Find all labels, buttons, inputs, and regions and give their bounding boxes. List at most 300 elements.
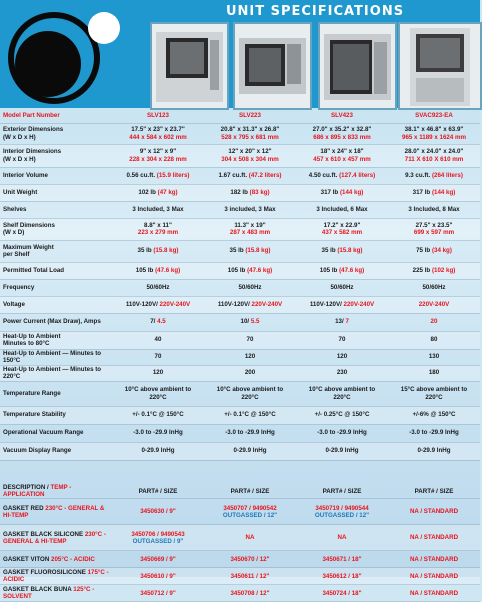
spec-value: [112, 240, 204, 262]
model-name: SLV423: [296, 109, 388, 123]
spec-value: [112, 262, 204, 279]
cell-text: 965 x 1189 x 1624 mm: [402, 133, 466, 141]
cell-text: 3450669 / 9": [140, 555, 176, 563]
spec-value: [112, 201, 204, 218]
cell-text: 9.3 cu.ft.: [405, 171, 431, 179]
gasket-label: [0, 499, 112, 525]
cell-text: 105 lb: [227, 266, 246, 274]
cell-text: 287 x 483 mm: [229, 229, 271, 236]
cell-text: 180: [428, 369, 440, 377]
cell-text: 35 lb: [229, 247, 244, 255]
cell-text: 120: [336, 353, 348, 361]
cell-text: Permitted Total Load: [3, 266, 65, 274]
cell-text: 35 lb: [321, 247, 336, 255]
spec-value: [296, 123, 388, 144]
gasket-row: [0, 499, 480, 525]
gasket-header-row: [0, 484, 480, 499]
cell-text: Unit Weight: [3, 188, 38, 196]
cell-text: 3450719 / 9490544: [315, 504, 369, 512]
cell-text: 110V-120V/: [309, 300, 342, 308]
cell-text: 17.5" x 23" x 23.7": [131, 126, 185, 134]
spec-row: [0, 296, 480, 313]
gasket-value: [112, 525, 204, 551]
product-image-slv223: [233, 22, 312, 110]
cell-text: 220V-240V: [251, 300, 283, 308]
spec-value: [388, 184, 480, 201]
cell-text: GASKET VITON: [3, 555, 52, 563]
gasket-header-label: [0, 484, 112, 499]
spec-row: [0, 279, 480, 296]
cell-text: 110V-120V/: [125, 300, 158, 308]
cell-text: Voltage: [3, 300, 25, 308]
spec-value: [388, 218, 480, 240]
spec-value: [296, 167, 388, 184]
cell-text: 12" x 20" x 12": [228, 148, 272, 156]
cell-text: 317 lb: [412, 188, 431, 196]
spec-value: [112, 296, 204, 313]
spec-row: [0, 167, 480, 184]
cell-text: (47 kg): [157, 188, 178, 196]
gasket-value: [296, 568, 388, 585]
spec-label: [0, 349, 112, 365]
cell-text: 50/60Hz: [238, 283, 262, 291]
spec-value: [112, 123, 204, 144]
cell-text: 200: [244, 369, 256, 377]
gasket-header-col: PART# / SIZE: [112, 484, 204, 499]
spec-value: [388, 240, 480, 262]
spec-row: [0, 240, 480, 262]
cell-text: (15.9 liters): [156, 171, 190, 179]
cell-text: 50/60Hz: [422, 283, 446, 291]
cell-text: (34 kg): [431, 247, 452, 255]
spec-value: [388, 381, 480, 406]
cell-text: (W x D x H): [3, 133, 36, 141]
cell-text: NA: [245, 534, 255, 542]
cell-text: 0-29.9 InHg: [417, 447, 451, 455]
gasket-header-col: PART# / SIZE: [296, 484, 388, 499]
cell-text: 3450671 / 18": [322, 555, 362, 563]
cell-text: 3 Included, 3 Max: [132, 205, 184, 213]
cell-text: Heat-Up to Ambient — Minutes to 220°C: [3, 365, 102, 380]
cell-text: 230: [336, 369, 348, 377]
cell-text: 0-29.9 InHg: [233, 447, 267, 455]
gasket-value: [388, 499, 480, 525]
cell-text: (47.6 kg): [247, 266, 273, 274]
spec-value: [112, 167, 204, 184]
cell-text: 699 x 597 mm: [413, 229, 455, 236]
cell-text: Temperature Stability: [3, 411, 66, 419]
spec-label: [0, 279, 112, 296]
spec-value: [204, 331, 296, 349]
cell-text: 444 x 584 x 602 mm: [129, 133, 187, 141]
cell-text: 0-29.9 InHg: [141, 447, 175, 455]
header-banner: [0, 0, 480, 108]
cell-text: (W x D): [3, 229, 25, 236]
gasket-value: [388, 551, 480, 568]
spec-value: [204, 349, 296, 365]
spec-value: [112, 313, 204, 331]
spec-value: [204, 262, 296, 279]
cell-text: 70: [246, 336, 254, 344]
cell-text: 120: [244, 353, 256, 361]
cell-text: 120: [152, 369, 164, 377]
spec-value: [388, 442, 480, 460]
cell-text: 175°C - ACIDIC: [3, 569, 109, 584]
cell-text: 102 lb: [138, 188, 156, 196]
spec-value: [112, 144, 204, 167]
model-label: Model Part Number: [0, 109, 112, 123]
spec-value: [388, 262, 480, 279]
cell-text: 7/: [150, 318, 156, 326]
spec-value: [296, 240, 388, 262]
cell-text: 182 lb: [230, 188, 248, 196]
cell-text: 3450707 / 9490542: [223, 504, 277, 512]
spec-label: [0, 296, 112, 313]
spec-row: [0, 424, 480, 442]
cell-text: (W x D x H): [3, 155, 36, 163]
spec-label: [0, 167, 112, 184]
spec-value: [112, 442, 204, 460]
gasket-value: [112, 499, 204, 525]
gasket-header-col: PART# / SIZE: [388, 484, 480, 499]
spec-value: [112, 424, 204, 442]
spec-row: [0, 201, 480, 218]
cell-text: NA / STANDARD: [409, 555, 459, 563]
cell-text: 8.8" x 11": [144, 221, 172, 229]
spec-label: [0, 184, 112, 201]
cell-text: 230°C - GENERAL & HI-TEMP: [3, 530, 106, 545]
cell-text: 38.1" x 46.8" x 63.9": [404, 126, 464, 134]
spec-value: [296, 406, 388, 424]
cell-text: +/- 0.25°C @ 150°C: [314, 411, 370, 419]
spec-value: [296, 279, 388, 296]
cell-text: 223 x 279 mm: [137, 229, 179, 236]
product-image-slv423: [318, 22, 397, 110]
spec-row: [0, 331, 480, 349]
spec-value: [204, 296, 296, 313]
spec-row: [0, 442, 480, 460]
cell-text: 220°C: [425, 393, 443, 401]
cell-text: 220V-240V: [343, 300, 375, 308]
gasket-value: [388, 568, 480, 585]
spec-row: [0, 313, 480, 331]
cell-text: NA / STANDARD: [409, 572, 459, 580]
cell-text: 20.8" x 31.3" x 26.8": [220, 126, 280, 134]
cell-text: 10°C above ambient to: [216, 386, 284, 394]
spec-value: [388, 349, 480, 365]
cell-text: 220°C: [333, 393, 351, 401]
cell-text: Frequency: [3, 283, 35, 291]
cell-text: 220V-240V: [418, 300, 450, 308]
cell-text: 28.0" x 24.0" x 24.0": [404, 148, 464, 156]
spec-value: [204, 365, 296, 381]
spec-row: [0, 381, 480, 406]
cell-text: 3450610 / 9": [140, 572, 176, 580]
cell-text: 711 X 610 X 610 mm: [404, 155, 464, 163]
spec-value: [296, 144, 388, 167]
spec-label: [0, 144, 112, 167]
gasket-header-col: PART# / SIZE: [204, 484, 296, 499]
cell-text: (144 kg): [339, 188, 364, 196]
cell-text: 3450706 / 9490543: [131, 530, 185, 538]
cell-text: 3450708 / 12": [230, 589, 270, 597]
cell-text: TEMP - APPLICATION: [3, 484, 72, 499]
spec-value: [388, 313, 480, 331]
cell-text: -3.0 to -29.9 InHg: [225, 429, 275, 437]
model-name: SVAC923-EA: [388, 109, 480, 123]
cell-text: NA / STANDARD: [409, 534, 459, 542]
spec-value: [112, 184, 204, 201]
cell-text: 75 lb: [416, 247, 431, 255]
spec-value: [112, 381, 204, 406]
spec-label: [0, 262, 112, 279]
cell-text: 18" x 24" x 18": [320, 148, 364, 156]
spec-value: [388, 144, 480, 167]
cell-text: 40: [154, 336, 162, 344]
spec-label: [0, 424, 112, 442]
cell-text: OUTGASSED / 12": [314, 511, 370, 519]
gasket-value: [112, 551, 204, 568]
spec-value: [296, 424, 388, 442]
model-name: SLV223: [204, 109, 296, 123]
spec-value: [204, 313, 296, 331]
gasket-value: [296, 499, 388, 525]
cell-text: GASKET FLUOROSILICONE: [3, 569, 88, 577]
cell-text: 3 included, 3 Max: [224, 205, 276, 213]
gasket-label: [0, 568, 112, 585]
spec-value: [388, 365, 480, 381]
spec-value: [296, 313, 388, 331]
cell-text: 220°C: [241, 393, 259, 401]
gasket-value: [296, 551, 388, 568]
spec-value: [296, 296, 388, 313]
spec-label: [0, 240, 112, 262]
spec-value: [204, 167, 296, 184]
spec-table: [0, 109, 480, 602]
cell-text: 3450712 / 9": [140, 589, 176, 597]
spec-value: [112, 365, 204, 381]
cell-text: (83 kg): [249, 188, 270, 196]
cell-text: 225 lb: [412, 266, 431, 274]
section-gap: [0, 460, 480, 484]
cell-text: 125°C - SOLVENT: [3, 586, 95, 601]
cell-text: +/- 0.1°C @ 150°C: [132, 411, 184, 419]
cell-text: 20: [430, 318, 438, 326]
gasket-label: [0, 585, 112, 602]
gasket-value: [388, 585, 480, 602]
spec-value: [388, 279, 480, 296]
cell-text: -3.0 to -29.9 InHg: [133, 429, 183, 437]
cell-text: NA: [337, 534, 347, 542]
spec-row: [0, 218, 480, 240]
spec-label: [0, 201, 112, 218]
cell-text: 5.5: [250, 318, 260, 326]
cell-text: (15.8 kg): [337, 247, 363, 255]
product-image-svac923-ea: [398, 22, 482, 110]
spec-value: [388, 331, 480, 349]
cell-text: 13/: [335, 318, 344, 326]
spec-label: [0, 406, 112, 424]
cell-text: 228 x 304 x 228 mm: [129, 155, 187, 163]
gasket-value: [204, 499, 296, 525]
cell-text: NA / STANDARD: [409, 589, 459, 597]
spec-value: [204, 184, 296, 201]
gasket-value: [204, 585, 296, 602]
cell-text: 7: [345, 318, 349, 326]
model-name: SLV123: [112, 109, 204, 123]
gasket-row: [0, 525, 480, 551]
gasket-value: [296, 525, 388, 551]
cell-text: OUTGASSED / 12": [222, 511, 278, 519]
cell-text: Temperature Range: [3, 389, 61, 397]
cell-text: 528 x 795 x 681 mm: [221, 133, 279, 141]
cell-text: (102 kg): [431, 266, 456, 274]
cell-text: (127.4 liters): [339, 171, 376, 179]
cell-text: (15.8 kg): [245, 247, 271, 255]
cell-text: Power Current (Max Draw), Amps: [3, 318, 101, 326]
cell-text: 230°C - GENERAL & HI-TEMP: [3, 504, 105, 519]
cell-text: 50/60Hz: [330, 283, 354, 291]
spec-value: [296, 442, 388, 460]
spec-label: [0, 442, 112, 460]
spec-label: [0, 331, 112, 349]
cell-text: 27.5" x 23.5": [415, 221, 453, 229]
gasket-row: [0, 585, 480, 602]
spec-value: [388, 406, 480, 424]
cell-text: 105 lb: [319, 266, 338, 274]
cell-text: Vacuum Display Range: [3, 447, 72, 455]
cell-text: 3450670 / 12": [230, 555, 270, 563]
spec-value: [296, 262, 388, 279]
cell-text: -3.0 to -29.9 InHg: [409, 429, 459, 437]
cell-text: 17.2" x 22.9": [323, 221, 361, 229]
spec-label: [0, 123, 112, 144]
cell-text: GASKET RED: [3, 504, 46, 512]
cell-text: 3450630 / 9": [140, 508, 176, 516]
cell-text: Interior Volume: [3, 171, 48, 179]
cell-text: GASKET BLACK SILICONE: [3, 530, 85, 538]
spec-value: [296, 349, 388, 365]
cell-text: Shelves: [3, 205, 27, 213]
spec-value: [204, 424, 296, 442]
cell-text: 10/: [240, 318, 250, 326]
cell-text: (264 liters): [431, 171, 463, 179]
spec-label: [0, 313, 112, 331]
cell-text: (47.2 liters): [248, 171, 282, 179]
spec-value: [388, 424, 480, 442]
product-image-slv123: [150, 22, 229, 110]
cell-text: 110V-120V/: [217, 300, 250, 308]
gap-cell: [0, 460, 480, 484]
cell-text: (47.6 kg): [339, 266, 365, 274]
cell-text: 3450611 / 12": [230, 572, 270, 580]
cell-text: 304 x 508 x 304 mm: [221, 155, 279, 163]
cell-text: -3.0 to -29.9 InHg: [317, 429, 367, 437]
spec-value: [204, 240, 296, 262]
cell-text: 70: [154, 353, 162, 361]
cell-text: (144 kg): [431, 188, 456, 196]
spec-label: [0, 365, 112, 381]
spec-value: [296, 365, 388, 381]
cell-text: 50/60Hz: [146, 283, 170, 291]
cell-text: 3 Included, 8 Max: [408, 205, 460, 213]
spec-value: [204, 442, 296, 460]
spec-row: [0, 184, 480, 201]
spec-label: [0, 381, 112, 406]
spec-value: [388, 123, 480, 144]
gasket-value: [204, 551, 296, 568]
cell-text: +/- 0.1°C @ 150°C: [224, 411, 276, 419]
cell-text: 437 x 582 mm: [321, 229, 363, 236]
cell-text: 70: [338, 336, 346, 344]
cell-text: 0-29.9 InHg: [325, 447, 359, 455]
spec-value: [112, 349, 204, 365]
cell-text: 457 x 610 x 457 mm: [313, 155, 371, 163]
cell-text: 4.5: [157, 318, 166, 326]
gasket-value: [296, 585, 388, 602]
spec-value: [204, 406, 296, 424]
spec-row: [0, 262, 480, 279]
spec-row: [0, 123, 480, 144]
spec-value: [296, 218, 388, 240]
gasket-value: [388, 525, 480, 551]
cell-text: Minutes to 80°C: [3, 340, 50, 347]
cell-text: GASKET BLACK BUNA: [3, 586, 74, 594]
cell-text: 317 lb: [320, 188, 339, 196]
cell-text: 130: [428, 353, 440, 361]
page-title: UNIT SPECIFICATIONS: [225, 4, 405, 19]
cell-text: 3450724 / 18": [322, 589, 362, 597]
spec-value: [388, 167, 480, 184]
cell-text: 9" x 12" x 9": [139, 148, 177, 156]
cell-text: 27.0" x 35.2" x 32.8": [312, 126, 372, 134]
gasket-row: [0, 568, 480, 585]
cell-text: (15.8 kg): [153, 247, 179, 255]
cell-text: NA / STANDARD: [409, 508, 459, 516]
cell-text: Heat-Up to Ambient — Minutes to 150°C: [3, 349, 102, 364]
spec-value: [204, 381, 296, 406]
spec-value: [296, 184, 388, 201]
gasket-value: [204, 525, 296, 551]
spec-value: [204, 123, 296, 144]
spec-value: [112, 406, 204, 424]
cell-text: 80: [430, 336, 438, 344]
gasket-value: [112, 568, 204, 585]
cell-text: Maximum Weight: [3, 243, 54, 251]
cell-text: 3 Included, 6 Max: [316, 205, 368, 213]
gasket-label: [0, 525, 112, 551]
cell-text: 205°C - ACIDIC: [51, 555, 95, 563]
model-header-row: [0, 109, 480, 123]
gasket-row: [0, 551, 480, 568]
cell-text: Shelf Dimensions: [3, 221, 55, 229]
spec-label: [0, 218, 112, 240]
spec-value: [296, 201, 388, 218]
spec-value: [204, 218, 296, 240]
cell-text: Exterior Dimensions: [3, 126, 64, 134]
spec-value: [112, 331, 204, 349]
cell-text: 4.50 cu.ft.: [308, 171, 338, 179]
cell-text: 220V-240V: [159, 300, 191, 308]
cell-text: 10°C above ambient to: [124, 386, 192, 394]
cell-text: 35 lb: [137, 247, 152, 255]
cell-text: DESCRIPTION /: [3, 484, 51, 491]
cell-text: (47.6 kg): [155, 266, 181, 274]
logo-icon: [0, 6, 144, 106]
cell-text: 105 lb: [135, 266, 154, 274]
spec-row: [0, 349, 480, 365]
cell-text: Heat-Up to Ambient: [3, 332, 61, 340]
